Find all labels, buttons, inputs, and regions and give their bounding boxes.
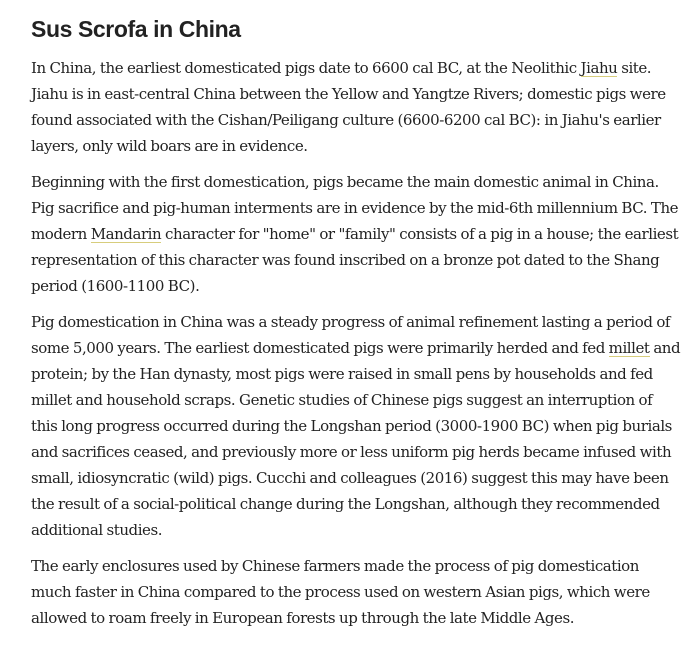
paragraph-3 xyxy=(31,309,681,543)
paragraph-text: In China, the earliest domesticated pigs date to 6600 cal BC, at the Neolithic xyxy=(31,59,581,77)
paragraph-text: and protein; by the Han dynasty, most pigs were raised in small pens by households and fed millet and household scraps. Genetic studies of Chinese pigs suggest an interruption of this long progress occurred during the Longshan period (3000-1900 BC) when pig burials and sacrifices ceased, and previously more or less uniform pig herds became infused with small, idiosyncratic (wild) pigs. Cucchi and colleagues (2016) suggest this may have been the result of a social-political change during the Longshan, although they recommended additional studies. xyxy=(31,339,681,539)
paragraph-2 xyxy=(31,169,681,299)
mandarin-link[interactable]: Mandarin xyxy=(90,225,162,243)
paragraph-text: Beginning with the first domestication, pigs became the main domestic animal in China. Pig sacrifice and pig-human interments are in evidence by the mid-6th millennium BC. The modern xyxy=(31,173,679,243)
paragraph-text: site. Jiahu is in east-central China between the Yellow and Yangtze Rivers; domestic pigs were found associated with the Cishan/Peiligang culture (6600-6200 cal BC): in Jiahu's earlier layers, only wild boars are in evidence. xyxy=(31,59,666,155)
paragraph-4: The early enclosures used by Chinese farmers made the process of pig domestication much faster in China compared to the process used on western Asian pigs, which were allowed to roam freely in European forests up through the late Middle Ages. xyxy=(31,557,650,627)
section-heading: Sus Scrofa in China xyxy=(31,16,241,42)
millet-link[interactable]: millet xyxy=(608,339,650,357)
jiahu-link[interactable]: Jiahu xyxy=(580,59,618,77)
article-body xyxy=(31,14,681,641)
paragraph-1 xyxy=(31,55,681,159)
paragraph-text: Pig domestication in China was a steady progress of animal refinement lasting a period of some 5,000 years. The earliest domesticated pigs were primarily herded and fed xyxy=(31,313,671,357)
paragraph-text: character for "home" or "family" consists of a pig in a house; the earliest representation of this character was found inscribed on a bronze pot dated to the Shang period (1600-1100 BC). xyxy=(31,225,679,295)
